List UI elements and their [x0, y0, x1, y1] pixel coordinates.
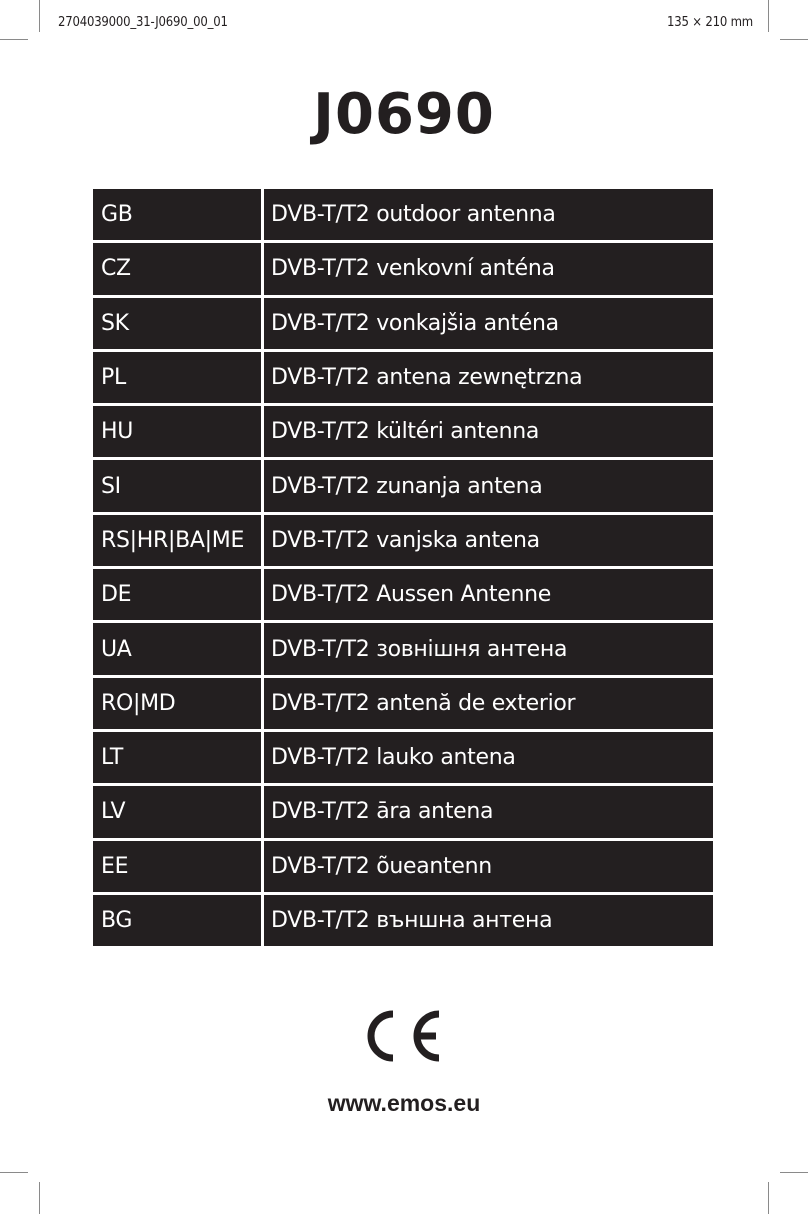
table-row [93, 623, 713, 674]
product-description: DVB-T/T2 āra antena [264, 786, 713, 837]
table-row [93, 298, 713, 349]
table-row [93, 841, 713, 892]
product-description: DVB-T/T2 antena zewnętrzna [264, 352, 713, 403]
page-dimensions: 135 × 210 mm [667, 15, 753, 30]
product-description: DVB-T/T2 kültéri antenna [264, 406, 713, 457]
product-description: DVB-T/T2 vonkajšia anténa [264, 298, 713, 349]
product-description: DVB-T/T2 venkovní anténa [264, 243, 713, 294]
product-description: DVB-T/T2 Aussen Antenne [264, 569, 713, 620]
crop-mark-top-left-horizontal [0, 39, 28, 40]
crop-mark-top-right-vertical [768, 0, 769, 32]
table-row [93, 678, 713, 729]
language-code: UA [93, 623, 261, 674]
crop-mark-bottom-right-vertical [768, 1182, 769, 1214]
table-row [93, 569, 713, 620]
product-description: DVB-T/T2 vanjska antena [264, 515, 713, 566]
table-row [93, 460, 713, 511]
language-code: DE [93, 569, 261, 620]
table-row [93, 895, 713, 946]
language-code: BG [93, 895, 261, 946]
language-code: EE [93, 841, 261, 892]
crop-mark-bottom-left-vertical [39, 1182, 40, 1214]
table-row [93, 243, 713, 294]
crop-mark-top-left-vertical [39, 0, 40, 32]
table-row [93, 732, 713, 783]
crop-mark-top-right-horizontal [780, 39, 808, 40]
language-code: LV [93, 786, 261, 837]
table-row [93, 406, 713, 457]
product-description: DVB-T/T2 lauko antena [264, 732, 713, 783]
product-title: J0690 [313, 82, 495, 147]
table-row [93, 189, 713, 240]
language-code: GB [93, 189, 261, 240]
product-description: DVB-T/T2 външна антена [264, 895, 713, 946]
product-description: DVB-T/T2 antenă de exterior [264, 678, 713, 729]
crop-mark-bottom-right-horizontal [780, 1172, 808, 1173]
product-description: DVB-T/T2 zunanja antena [264, 460, 713, 511]
table-row [93, 352, 713, 403]
language-code: HU [93, 406, 261, 457]
language-code: SI [93, 460, 261, 511]
language-code: LT [93, 732, 261, 783]
product-description: DVB-T/T2 outdoor antenna [264, 189, 713, 240]
product-description: DVB-T/T2 зовнішня антена [264, 623, 713, 674]
language-code: CZ [93, 243, 261, 294]
ce-mark-icon [363, 1008, 443, 1064]
website-url[interactable]: www.emos.eu [327, 1090, 481, 1116]
table-row [93, 515, 713, 566]
document-code: 2704039000_31-J0690_00_01 [58, 15, 228, 30]
crop-mark-bottom-left-horizontal [0, 1172, 28, 1173]
language-code: SK [93, 298, 261, 349]
language-table [93, 189, 713, 946]
product-description: DVB-T/T2 õueantenn [264, 841, 713, 892]
language-code: RO|MD [93, 678, 261, 729]
language-code: PL [93, 352, 261, 403]
table-row [93, 786, 713, 837]
language-code: RS|HR|BA|ME [93, 515, 261, 566]
